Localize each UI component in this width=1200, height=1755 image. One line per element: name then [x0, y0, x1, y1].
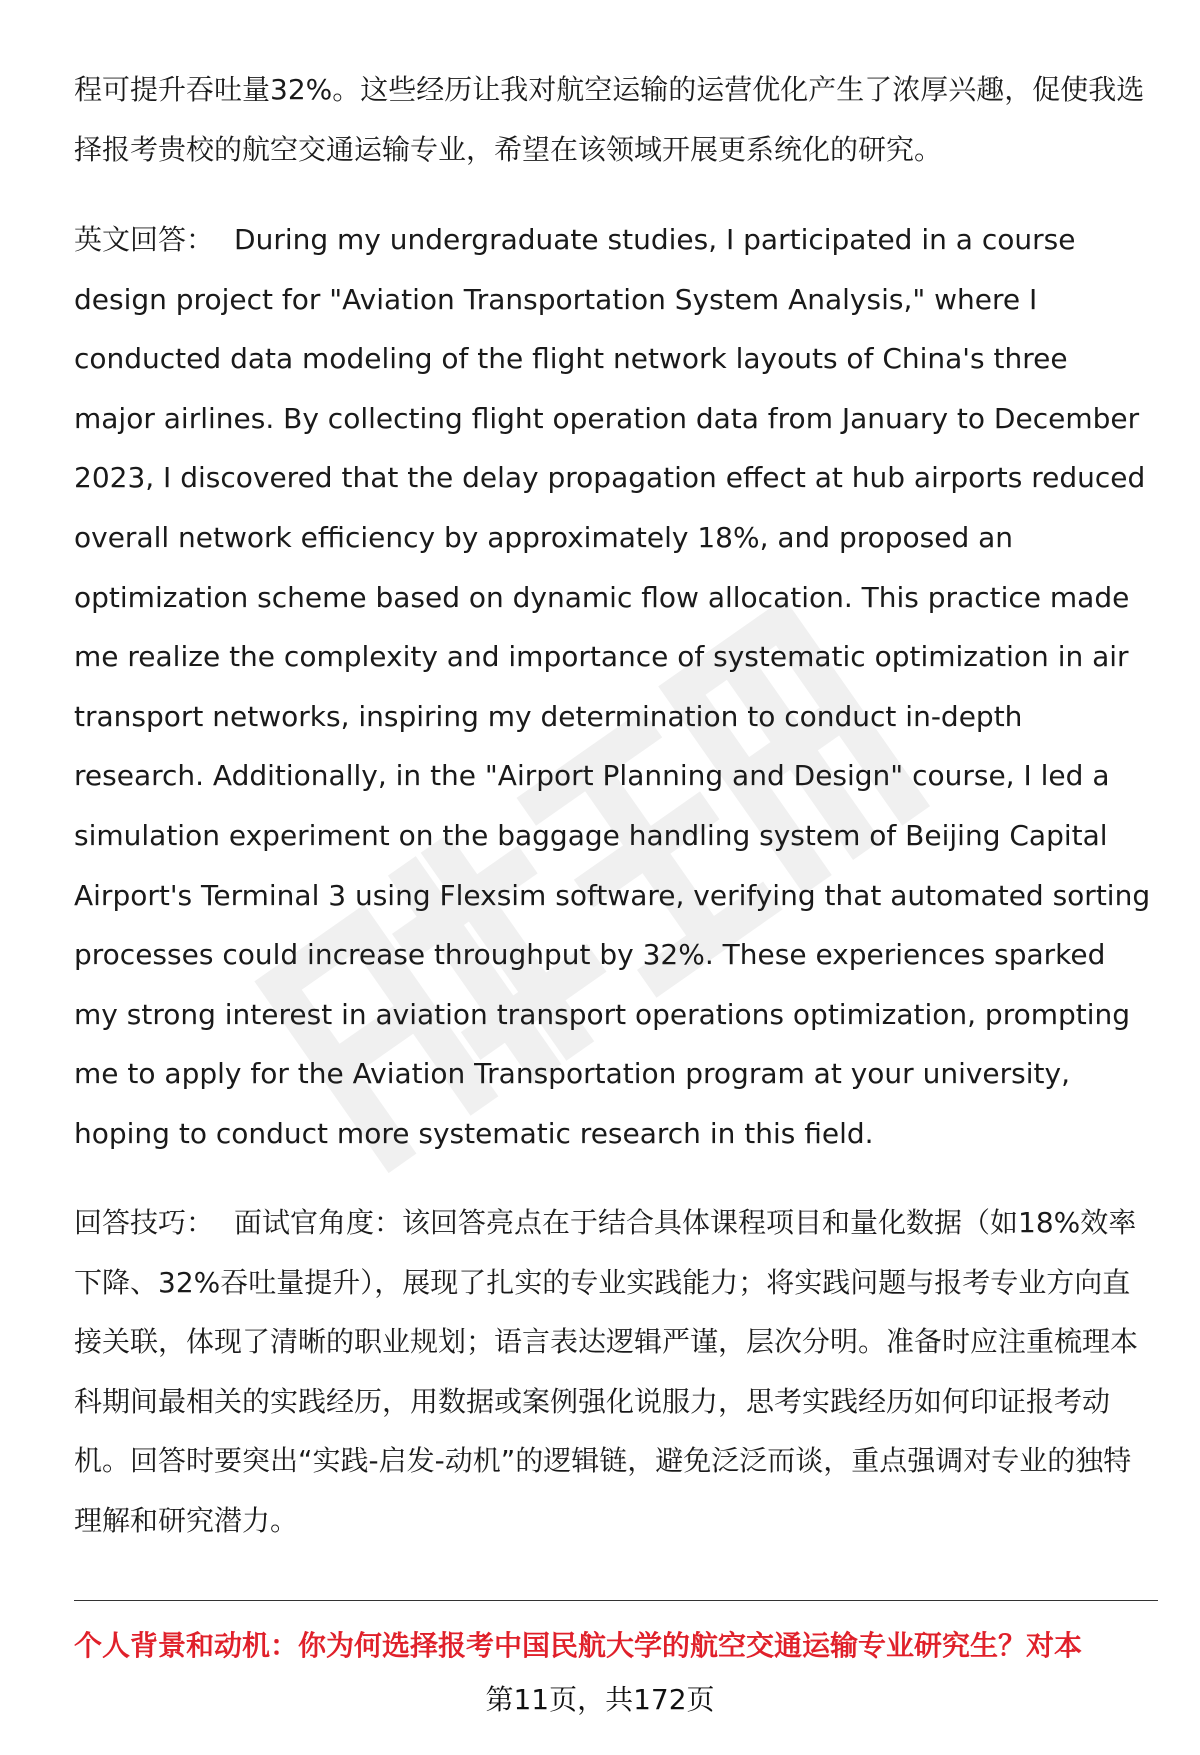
- continued-paragraph: 程可提升吞吐量32%。这些经历让我对航空运输的运营优化产生了浓厚兴趣，促使我选择报考贵校的航空交通运输专业，希望在该领域开展更系统化的研究。: [74, 73, 1145, 166]
- answer-tips-label: 回答技巧：: [74, 1206, 215, 1239]
- next-question-heading: 个人背景和动机：你为何选择报考中国民航大学的航空交通运输专业研究生？对本: [74, 1629, 1083, 1662]
- page-number: 第11页，共172页: [485, 1683, 715, 1716]
- english-answer-paragraph: [74, 210, 1154, 1164]
- english-answer-label: 英文回答：: [74, 223, 215, 256]
- section-divider: [74, 1600, 1158, 1601]
- answer-tips-text: 面试官角度：该回答亮点在于结合具体课程项目和量化数据（如18%效率下降、32%吞吐量提升），展现了扎实的专业实践能力；将实践问题与报考专业方向直接关联，体现了清晰的职业规划；语言表达逻辑严谨，层次分明。准备时应注重梳理本科期间最相关的实践经历，用数据或案例强化说服力，思考实践经历如何印证报考动机。回答时要突出“实践-启发-动机”的逻辑链，避免泛泛而谈，重点强调对专业的独特理解和研究潜力。: [74, 1206, 1139, 1537]
- answer-tips-paragraph: [74, 1193, 1154, 1551]
- english-answer-text: During my undergraduate studies, I participated in a course design project for "Aviation Transportation System Analysis," where I conducted data modeling of the flight network layouts of China's three major airlines. By collecting flight operation data from January to December 2023, I discovered that the delay propagation effect at hub airports reduced overall network efficiency by approximately 18%, and proposed an optimization scheme based on dynamic flow allocation. This practice made me realize the complexity and importance of systematic optimization in air transport networks, inspiring my determination to conduct in-depth research. Additionally, in the "Airport Planning and Design" course, I led a simulation experiment on the baggage handling system of Beijing Capital Airport's Terminal 3 using Flexsim software, verifying that automated sorting processes could increase throughput by 32%. These experiences sparked my strong interest in aviation transport operations optimization, prompting me to apply for the Aviation Transportation program at your university, hoping to conduct more systematic research in this field.: [74, 223, 1151, 1150]
